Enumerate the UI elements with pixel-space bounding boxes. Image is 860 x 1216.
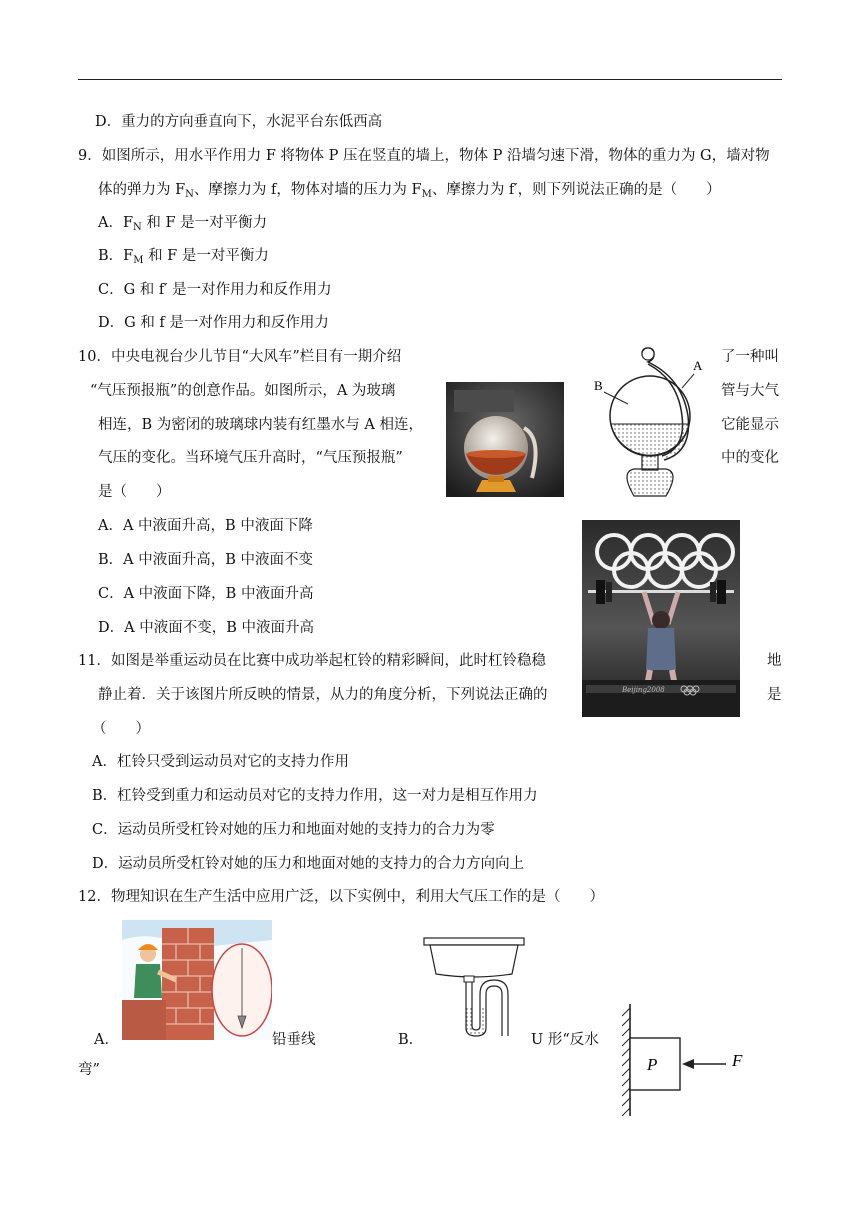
- q9-option-a: A．$F_N$ 和 F 是一对平衡力: [98, 215, 268, 233]
- label-a: A: [693, 358, 703, 373]
- q11-stem-line1b: 地: [767, 653, 782, 669]
- q11-option-a: A．杠铃只受到运动员对它的支持力作用: [92, 754, 349, 770]
- q9-stem-line1: 9．如图所示，用水平作用力 F 将物体 P 压在竖直的墙上，物体 P 沿墙匀速下滑，物体的重力为 G，墙对物: [78, 148, 770, 164]
- q12-option-b-label-cont: 弯”: [78, 1062, 100, 1078]
- q11-stem-line1a: 11．如图是举重运动员在比赛中成功举起杠铃的精彩瞬间，此时杠铃稳稳: [78, 653, 546, 669]
- barometer-photo: [446, 382, 564, 497]
- q12-option-b-label: U 形“反水: [531, 1032, 599, 1048]
- q10-stem-line4a: 气压的变化。当环境气压升高时，“气压预报瓶”: [98, 450, 403, 466]
- q12-option-a-label: 铅垂线: [272, 1032, 316, 1048]
- q10-stem-line1a: 10．中央电视台少儿节目“大风车”栏目有一期介绍: [78, 349, 402, 365]
- q10-option-b: B．A 中液面升高，B 中液面不变: [98, 552, 313, 568]
- q10-option-c: C．A 中液面下降，B 中液面升高: [98, 586, 314, 602]
- sink-u-trap-diagram: [422, 936, 527, 1040]
- block-p-wall-diagram: [614, 1000, 762, 1120]
- q9-stem-line2: 体的弹力为 $F_N$、摩擦力为 f，物体对墙的压力为 $F_M$、摩擦力为 f′，则下列说法正确的是（ ）: [98, 182, 721, 200]
- q11-option-c: C．运动员所受杠铃对她的压力和地面对她的支持力的合力为零: [92, 822, 495, 838]
- q12-option-b-letter: B．: [398, 1032, 424, 1048]
- q11-option-d: D．运动员所受杠铃对她的压力和地面对她的支持力的合力方向向上: [92, 856, 525, 872]
- block-p-label: P: [647, 1055, 658, 1074]
- q10-stem-line3a: 相连，B 为密闭的玻璃球内装有红墨水与 A 相连，: [98, 417, 423, 433]
- q12-stem: 12．物理知识在生产生活中应用广泛，以下实例中，利用大气压工作的是（ ）: [78, 889, 604, 905]
- q8-option-d: D．重力的方向垂直向下，水泥平台东低西高: [95, 114, 383, 130]
- q10-option-d: D．A 中液面不变，B 中液面升高: [98, 620, 314, 636]
- q11-stem-line3: （ ）: [92, 721, 150, 737]
- plumb-line-picture: [122, 920, 272, 1040]
- weightlifter-photo: [582, 520, 740, 717]
- q12-option-a-letter: A．: [94, 1032, 119, 1048]
- q10-stem-line5: 是（ ）: [98, 484, 171, 500]
- q10-stem-line3b: 它能显示: [721, 417, 779, 433]
- force-f-label: F: [732, 1051, 743, 1070]
- header-rule: [78, 79, 782, 80]
- q10-stem-line2b: 管与大气: [721, 383, 779, 399]
- svg-text:Beijing2008: Beijing2008: [622, 686, 665, 694]
- q9-option-d: D．G 和 f 是一对作用力和反作用力: [98, 315, 329, 331]
- q9-option-c: C．G 和 f′ 是一对作用力和反作用力: [98, 282, 332, 298]
- label-b: B: [594, 378, 603, 393]
- q9-option-b: B．$F_M$ 和 F 是一对平衡力: [98, 248, 269, 266]
- q10-stem-line1b: 了一种叫: [721, 349, 779, 365]
- q11-stem-line2b: 是: [767, 687, 782, 703]
- q10-stem-line4b: 中的变化: [721, 450, 779, 466]
- q11-option-b: B．杠铃受到重力和运动员对它的支持力作用，这一对力是相互作用力: [92, 788, 538, 804]
- q11-stem-line2a: 静止着．关于该图片所反映的情景，从力的角度分析，下列说法正确的: [98, 687, 548, 703]
- barometer-diagram: [582, 344, 717, 499]
- q10-option-a: A．A 中液面升高，B 中液面下降: [98, 518, 313, 534]
- q10-stem-line2a: “气压预报瓶”的创意作品。如图所示，A 为玻璃: [90, 383, 396, 399]
